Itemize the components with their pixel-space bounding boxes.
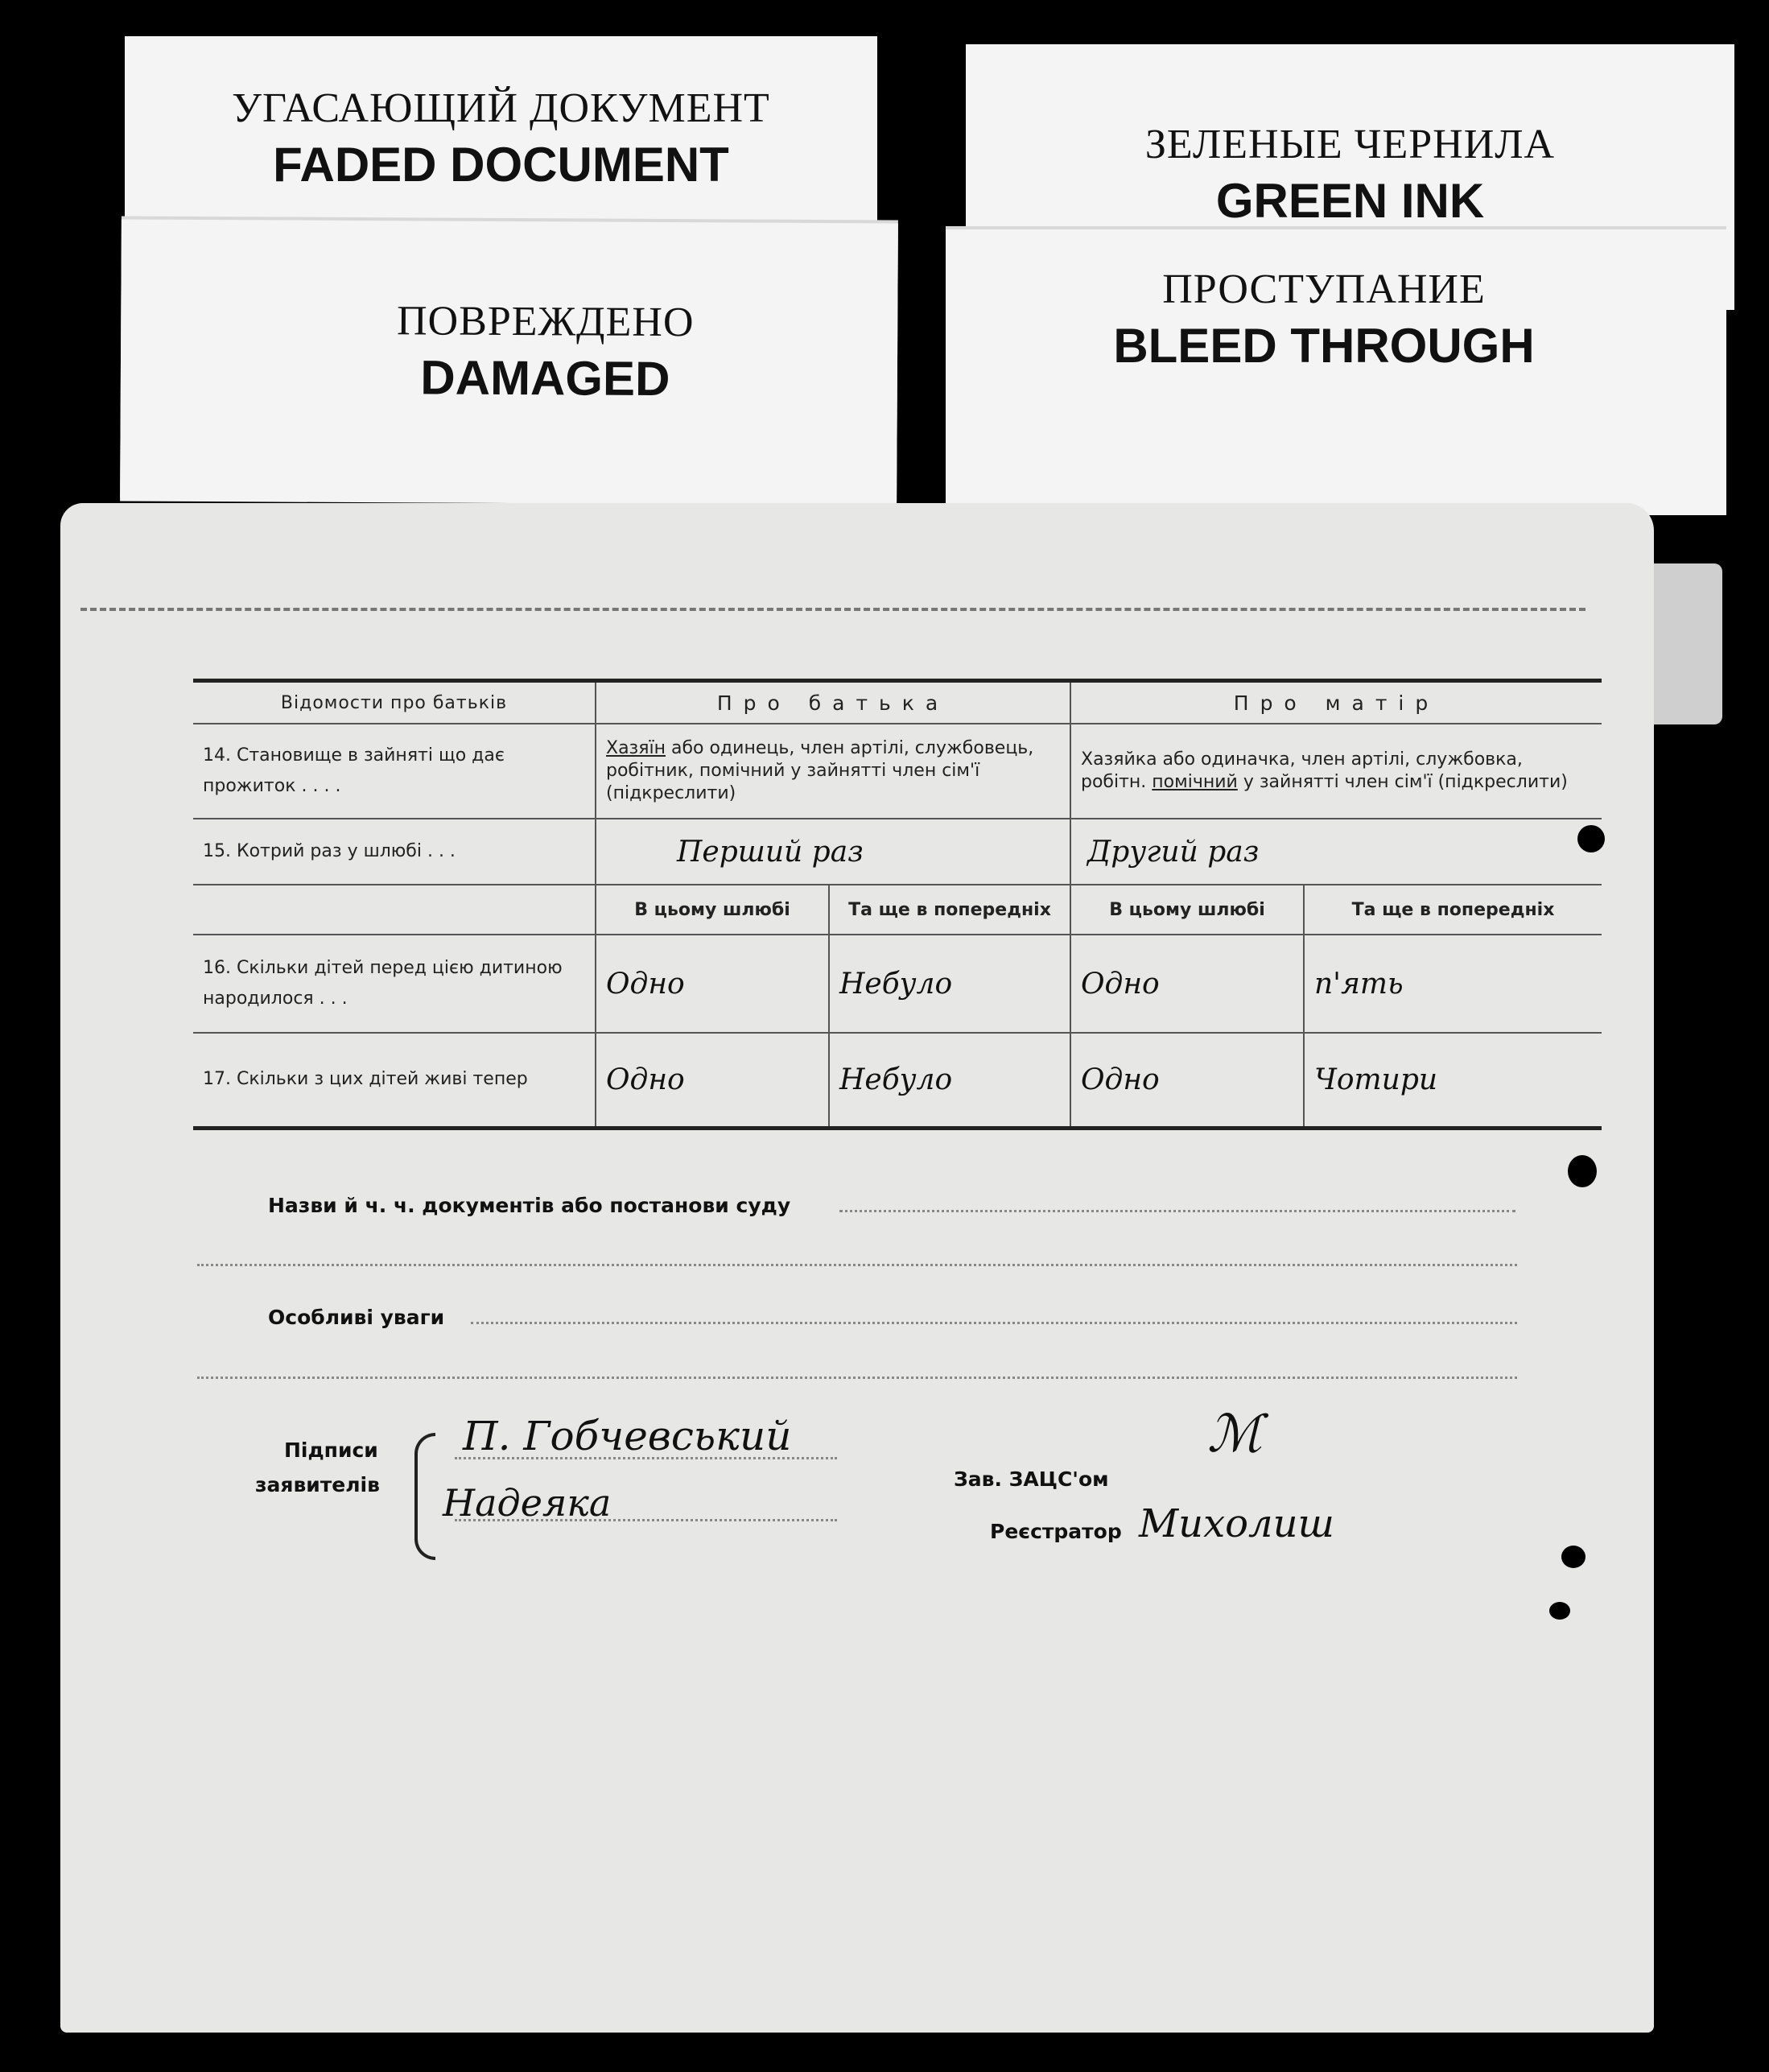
applicant-signature-1: П. Гобчевський <box>463 1413 792 1459</box>
registrar-signature: Михолиш <box>1139 1501 1334 1546</box>
punch-hole <box>1568 1155 1597 1187</box>
q14-mother-options <box>1070 724 1602 819</box>
q17-father-this: Одно <box>596 1033 829 1128</box>
bleed-card-en: BLEED THROUGH <box>1113 319 1535 373</box>
applicant-signature-2: Надеяка <box>443 1481 612 1525</box>
green-card-en: GREEN INK <box>1215 174 1485 228</box>
parents-table <box>193 679 1602 1130</box>
archival-form-page <box>60 503 1654 2033</box>
q16-mother-prev: п'ять <box>1304 935 1602 1033</box>
table-header-row <box>193 681 1602 724</box>
registrar-label: Реєстратор <box>990 1520 1122 1543</box>
table-subheader-row <box>193 885 1602 935</box>
q14-father-marked: Хазяїн <box>606 738 666 758</box>
q16-father-prev: Небуло <box>829 935 1070 1033</box>
header-mother: Про матір <box>1070 681 1602 724</box>
subheader-empty <box>193 885 596 935</box>
subheader-mother-prev: Та ще в попередніх <box>1304 885 1602 935</box>
underlying-page-edge <box>1642 563 1722 724</box>
signatures-label-2: заявителів <box>255 1473 380 1496</box>
q17-mother-this: Одно <box>1070 1033 1304 1128</box>
notes-line-1 <box>471 1322 1517 1324</box>
table-row-q17 <box>193 1033 1602 1128</box>
q17-label: 17. Скільки з цих дітей живі тепер <box>193 1033 596 1128</box>
documents-line-1 <box>839 1210 1515 1212</box>
q16-mother-this: Одно <box>1070 935 1304 1033</box>
q14-mother-post: у зайнятті член сім'ї (підкреслити) <box>1243 772 1568 792</box>
table-row-q15 <box>193 819 1602 885</box>
q15-label: 15. Котрий раз у шлюбі . . . <box>193 819 596 885</box>
q14-father-rest: або одинець, член артілі, службовець, робітник, помічний у зайнятті член сім'ї (підкреслити) <box>606 738 1034 803</box>
q16-label: 16. Скільки дітей перед цією дитиною народилося . . . <box>193 935 596 1033</box>
q14-father-options <box>596 724 1070 819</box>
documents-label: Назви й ч. ч. документів або постанови суду <box>268 1194 791 1217</box>
perforation-line <box>80 608 1586 611</box>
punch-hole <box>1549 1602 1570 1620</box>
subheader-father-this: В цьому шлюбі <box>596 885 829 935</box>
bleed-card-ru: ПРОСТУПАНИЕ <box>1162 266 1486 312</box>
signature-line-1 <box>455 1457 837 1459</box>
signature-line-2 <box>455 1519 837 1521</box>
subheader-father-prev: Та ще в попередніх <box>829 885 1070 935</box>
q17-mother-prev: Чотири <box>1304 1033 1602 1128</box>
punch-hole <box>1561 1546 1586 1568</box>
q17-father-prev: Небуло <box>829 1033 1070 1128</box>
signatures-brace <box>414 1433 435 1560</box>
damaged-card <box>120 219 898 505</box>
parents-info-form <box>193 679 1602 1130</box>
punch-hole <box>1577 825 1605 852</box>
table-row-q14 <box>193 724 1602 819</box>
q16-father-this: Одно <box>596 935 829 1033</box>
faded-card-ru: УГАСАЮЩИЙ ДОКУМЕНТ <box>232 85 770 131</box>
damaged-card-ru: ПОВРЕЖДЕНО <box>396 298 695 346</box>
head-signature: ℳ <box>1207 1405 1263 1464</box>
subheader-mother-this: В цьому шлюбі <box>1070 885 1304 935</box>
header-parents-info: Відомости про батьків <box>193 681 596 724</box>
notes-label: Особливі уваги <box>268 1306 445 1329</box>
header-father: Про батька <box>596 681 1070 724</box>
table-row-q16 <box>193 935 1602 1033</box>
damaged-card-en: DAMAGED <box>420 350 670 407</box>
documents-line-2 <box>197 1264 1517 1266</box>
notes-line-2 <box>197 1377 1517 1379</box>
q15-father-value: Перший раз <box>596 819 1070 885</box>
q14-label: 14. Становище в зайняті що дає прожиток . . . . <box>193 724 596 819</box>
signatures-label-1: Підписи <box>284 1438 378 1462</box>
q15-mother-value: Другий раз <box>1070 819 1602 885</box>
q14-mother-marked: помічний <box>1152 772 1238 792</box>
faded-card-en: FADED DOCUMENT <box>273 138 729 192</box>
head-label: Зав. ЗАЦС'ом <box>954 1467 1109 1491</box>
q14-mother-pre: Хазяйка або одиначка, член артілі, службовка, робітн. <box>1081 749 1523 792</box>
green-card-ru: ЗЕЛЕНЫЕ ЧЕРНИЛА <box>1144 122 1556 167</box>
bleed-through-card <box>946 229 1726 515</box>
